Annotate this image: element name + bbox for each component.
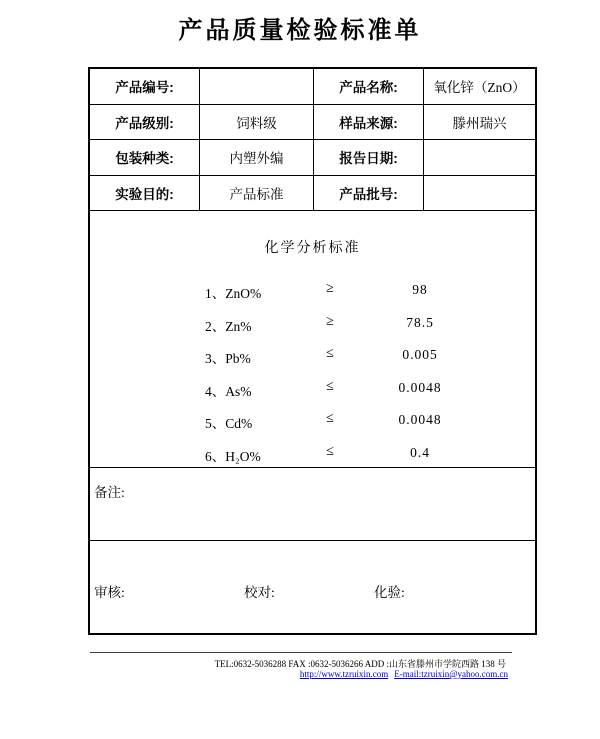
analysis-item-name: 3、Pb% [205,351,251,366]
test-purpose-value: 产品标准 [200,176,314,212]
analysis-row-zno [90,274,535,307]
analysis-item-name: 2、Zn% [205,318,252,334]
product-grade-value: 饲料级 [200,105,314,141]
footer-divider [90,652,512,653]
footer-links [200,669,508,679]
info-grid [90,69,535,211]
analysis-item-value: 98 [412,282,428,297]
analysis-item-op: ≤ [326,378,334,394]
email-link[interactable]: E-mail:tzruixin@yahoo.com.cn [394,669,508,679]
sample-source-label: 样品来源: [314,105,424,141]
product-code-label: 产品编号: [90,69,200,105]
product-name-label: 产品名称: [314,69,424,105]
test-purpose-label: 实验目的: [90,176,200,212]
analysis-list [90,274,535,469]
website-link[interactable]: http://www.tzruixin.com [299,669,389,679]
product-grade-label: 产品级别: [90,105,200,141]
signature-section [90,541,535,633]
analysis-row-as [90,372,535,405]
analysis-item-value: 0.0048 [398,379,442,395]
proofread-label: 校对: [244,585,275,600]
batch-number-value [424,176,535,212]
batch-number-label: 产品批号: [314,176,424,212]
analysis-item-value: 0.0048 [398,412,442,427]
product-name-value: 氧化锌（ZnO） [424,69,535,105]
analysis-item-op: ≤ [326,411,334,426]
analysis-row-pb [90,339,535,372]
page-title: 产品质量检验标准单 [178,17,422,44]
sample-source-value: 滕州瑞兴 [424,105,535,141]
analysis-item-op: ≤ [326,346,334,361]
analysis-item-name: 6、H₂O% [205,448,261,464]
analysis-item-name: 4、As% [205,383,252,399]
chemical-analysis-section [90,211,535,468]
footer-contact-info: TEL:0632-5036288 FAX :0632-5036266 ADD :山东省滕州市学院西路 138 号 [214,659,506,669]
analysis-heading: 化学分析标准 [264,241,361,256]
lab-test-label: 化验: [374,585,405,600]
analysis-item-name: 5、Cd% [205,416,253,431]
remarks-label: 备注: [94,485,125,500]
analysis-item-value: 0.4 [410,444,430,460]
review-label: 审核: [94,585,125,600]
analysis-row-h2o [90,437,535,470]
inspection-table [88,67,537,635]
analysis-item-op: ≥ [326,281,334,296]
analysis-item-op: ≤ [326,443,334,459]
report-date-value [424,140,535,176]
report-date-label: 报告日期: [314,140,424,176]
analysis-item-op: ≥ [326,313,334,329]
analysis-item-value: 78.5 [406,314,434,330]
remarks-section [90,468,535,541]
analysis-row-zn [90,307,535,340]
analysis-row-cd [90,404,535,437]
product-code-value [200,69,314,105]
package-type-value: 内塑外编 [200,140,314,176]
package-type-label: 包装种类: [90,140,200,176]
analysis-item-name: 1、ZnO% [205,286,262,301]
analysis-item-value: 0.005 [402,347,438,362]
